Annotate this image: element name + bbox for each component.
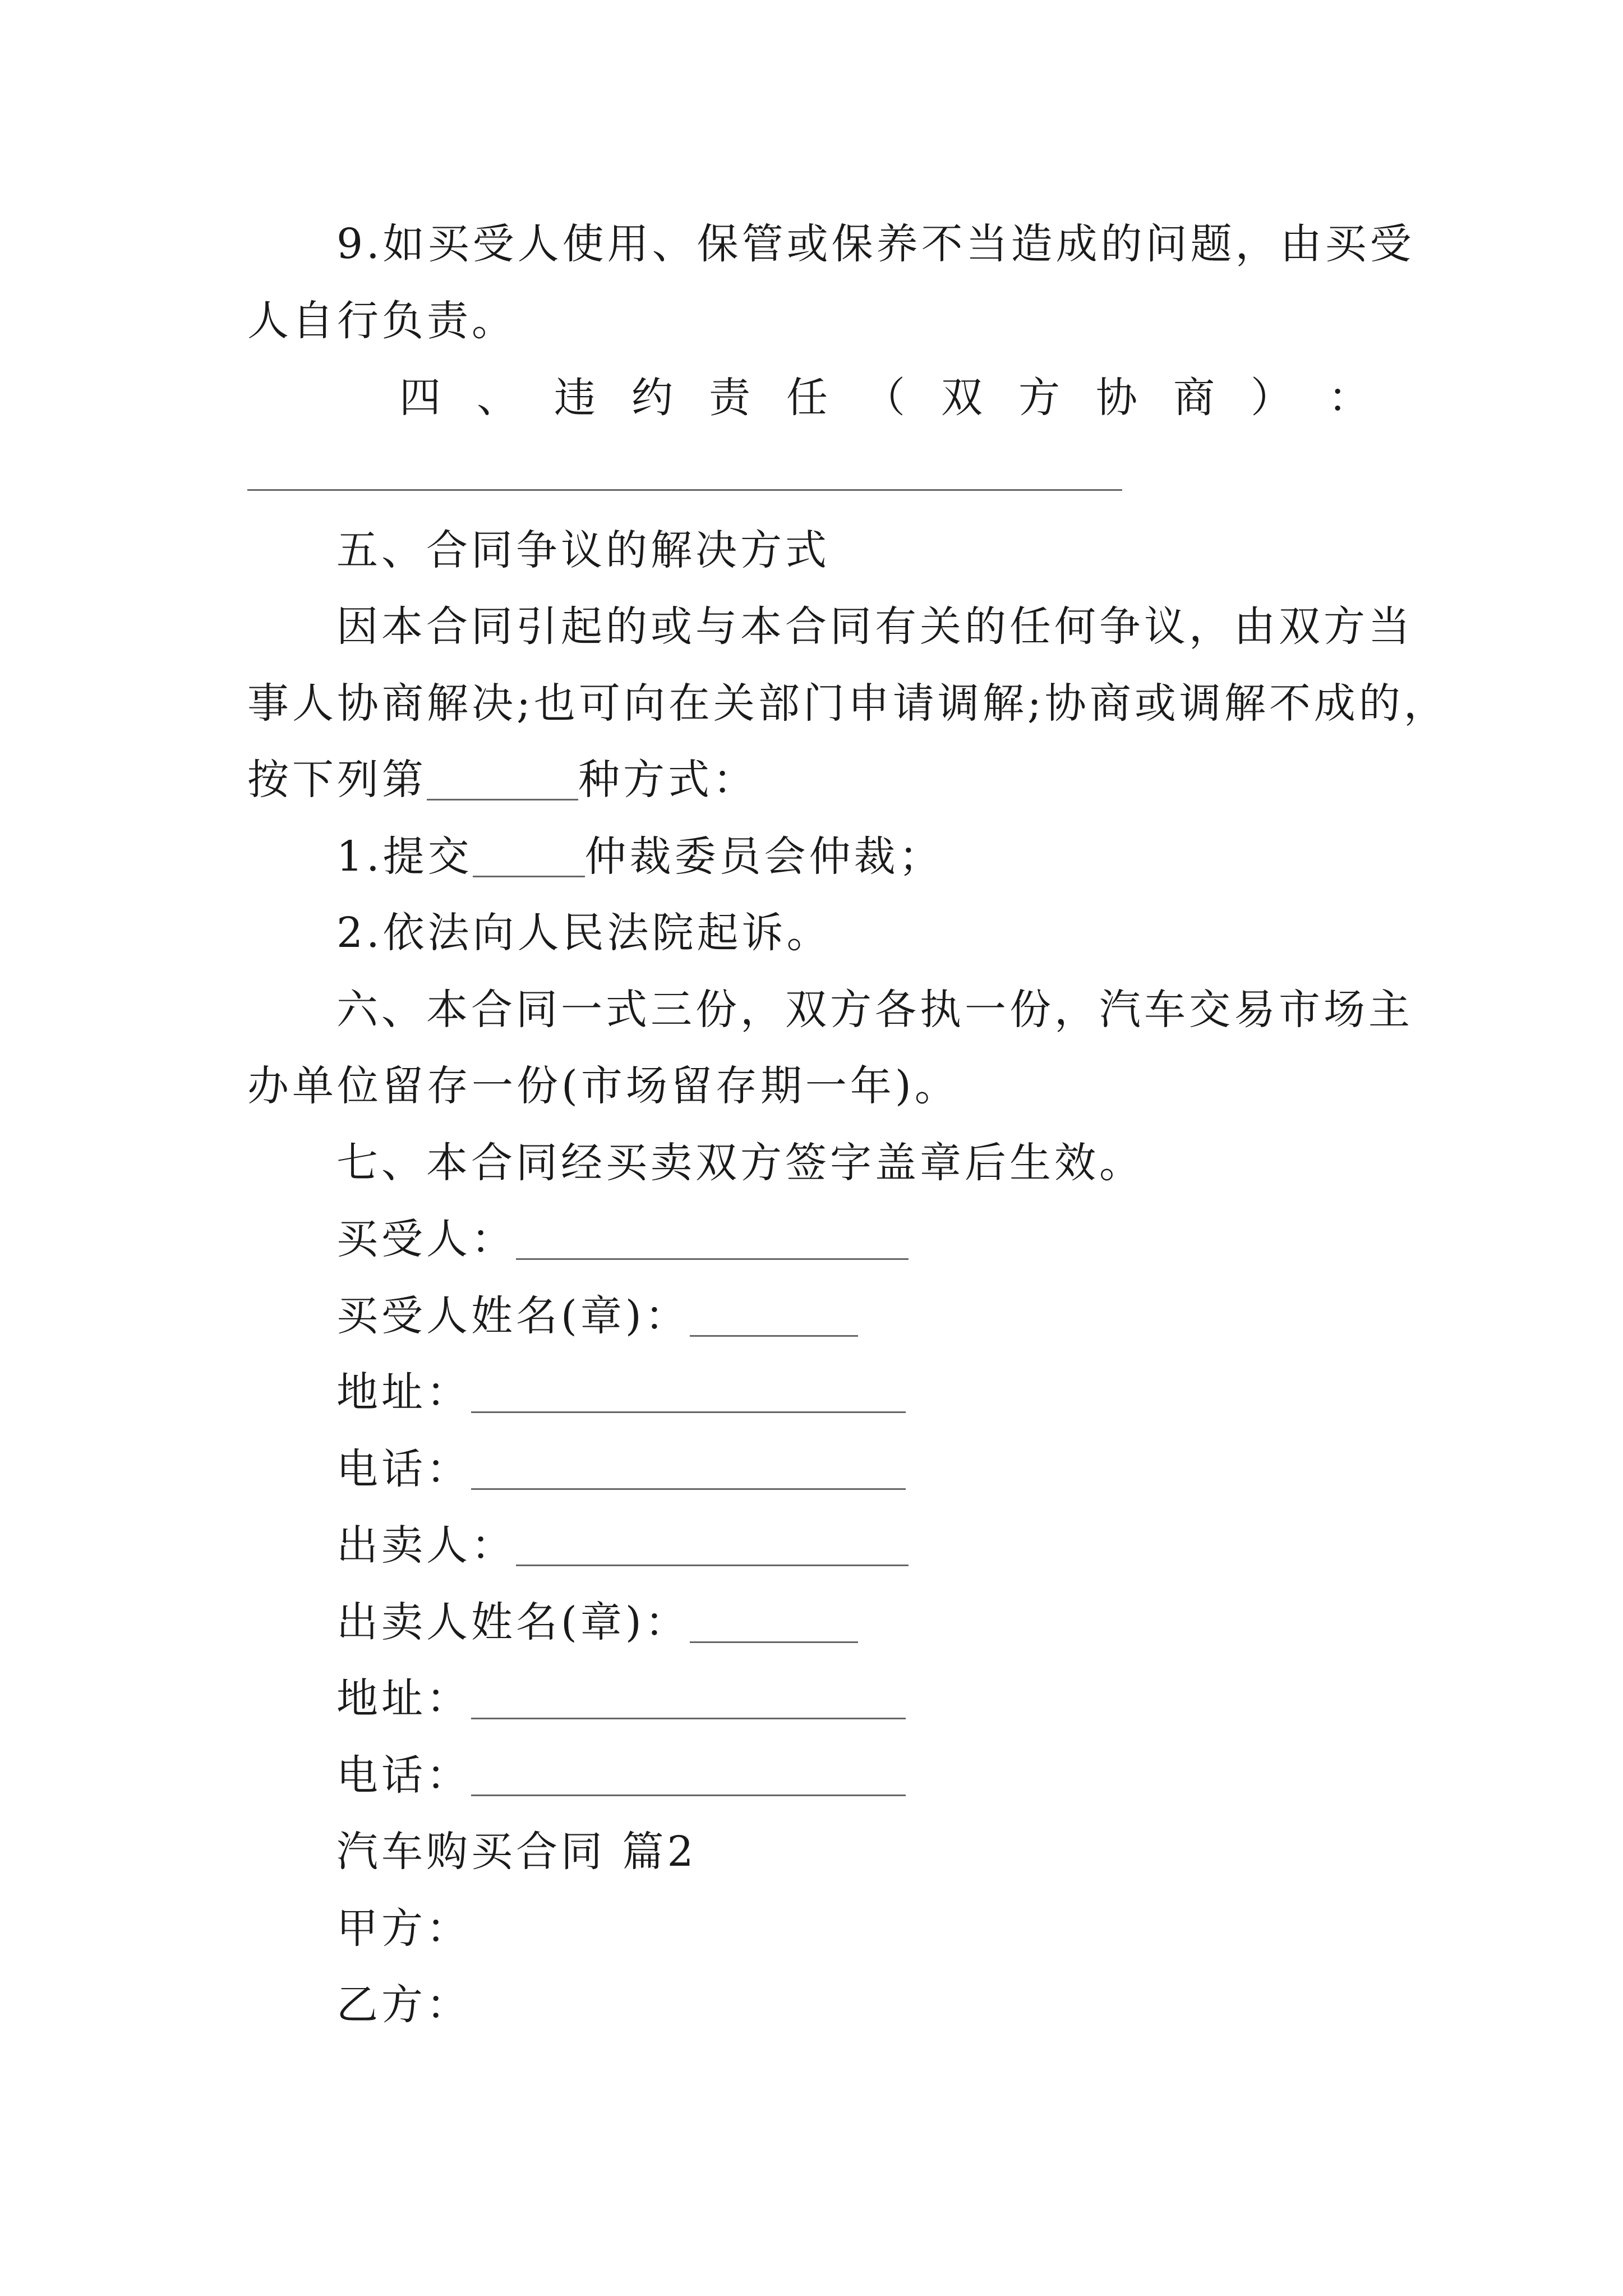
clause-9-line-1: 9.如买受人使用、保管或保养不当造成的问题，由买受 (336, 220, 1415, 268)
field-label: 地址： (336, 1368, 471, 1416)
party-a-label: 甲方： (336, 1904, 471, 1953)
section-4-char: （ (864, 374, 905, 422)
fill-in-blank (427, 760, 578, 800)
fill-in-blank (471, 1449, 906, 1490)
buyer-name-field (336, 1292, 858, 1340)
section-7: 七、本合同经买卖双方签字盖章后生效。 (336, 1139, 1144, 1187)
section-4-char: 约 (631, 374, 673, 422)
field-label: 电话： (336, 1445, 471, 1493)
section-4-char: 四 (399, 374, 441, 422)
section-4-char: 违 (554, 374, 596, 422)
fill-in-blank (690, 1602, 858, 1643)
section-4-char: ） (1251, 374, 1292, 422)
field-label: 买受人： (336, 1215, 516, 1263)
fill-in-blank (516, 1525, 909, 1566)
option-1 (336, 832, 944, 881)
section-6-line-1: 六、本合同一式三份，双方各执一份，汽车交易市场主 (336, 986, 1413, 1034)
seller-field (336, 1521, 909, 1570)
field-label: 出卖人姓名(章)： (336, 1598, 690, 1646)
seller-name-field (336, 1598, 858, 1646)
party-b-label: 乙方： (336, 1981, 471, 2029)
text-fragment: 种方式： (578, 756, 758, 804)
fill-in-blank (471, 1755, 906, 1796)
contract-2-title: 汽车购买合同 篇2 (336, 1828, 697, 1876)
field-label: 地址： (336, 1674, 471, 1723)
section-4-char: 商 (1173, 374, 1215, 422)
section-4-char: 协 (1096, 374, 1137, 422)
field-label: 电话： (336, 1751, 471, 1800)
section-4-blank-line (247, 489, 1122, 491)
text-fragment: 1.提交 (336, 832, 473, 881)
section-5-paragraph-line-2: 事人协商解决;也可向在关部门申请调解;协商或调解不成的， (247, 679, 1449, 728)
section-4-char: 责 (709, 374, 750, 422)
fill-in-blank (471, 1678, 906, 1719)
section-4-heading (399, 374, 1370, 422)
fill-in-blank (473, 836, 585, 877)
section-4-char: 、 (477, 374, 518, 422)
section-4-char: ： (1328, 374, 1370, 422)
buyer-field (336, 1215, 909, 1263)
seller-phone-field (336, 1751, 906, 1800)
section-4-char: 双 (941, 374, 983, 422)
fill-in-blank (471, 1372, 906, 1413)
text-fragment: 仲裁委员会仲裁； (584, 832, 944, 881)
seller-address-field (336, 1674, 906, 1723)
clause-9-line-2: 人自行负责。 (247, 297, 517, 345)
option-2: 2.依法向人民法院起诉。 (336, 909, 832, 957)
section-4-char: 任 (786, 374, 828, 422)
fill-in-blank (516, 1219, 909, 1260)
field-label: 出卖人： (336, 1521, 516, 1570)
field-label: 买受人姓名(章)： (336, 1292, 690, 1340)
fill-in-blank (690, 1296, 858, 1337)
section-5-title: 五、合同争议的解决方式 (336, 526, 830, 574)
section-5-paragraph-line-1: 因本合同引起的或与本合同有关的任何争议，由双方当 (336, 602, 1413, 651)
section-6-line-2: 办单位留存一份(市场留存期一年)。 (247, 1062, 960, 1110)
buyer-phone-field (336, 1445, 906, 1493)
text-fragment: 按下列第 (247, 756, 427, 804)
buyer-address-field (336, 1368, 906, 1416)
section-4-char: 方 (1018, 374, 1060, 422)
section-5-paragraph-line-3 (247, 756, 758, 804)
